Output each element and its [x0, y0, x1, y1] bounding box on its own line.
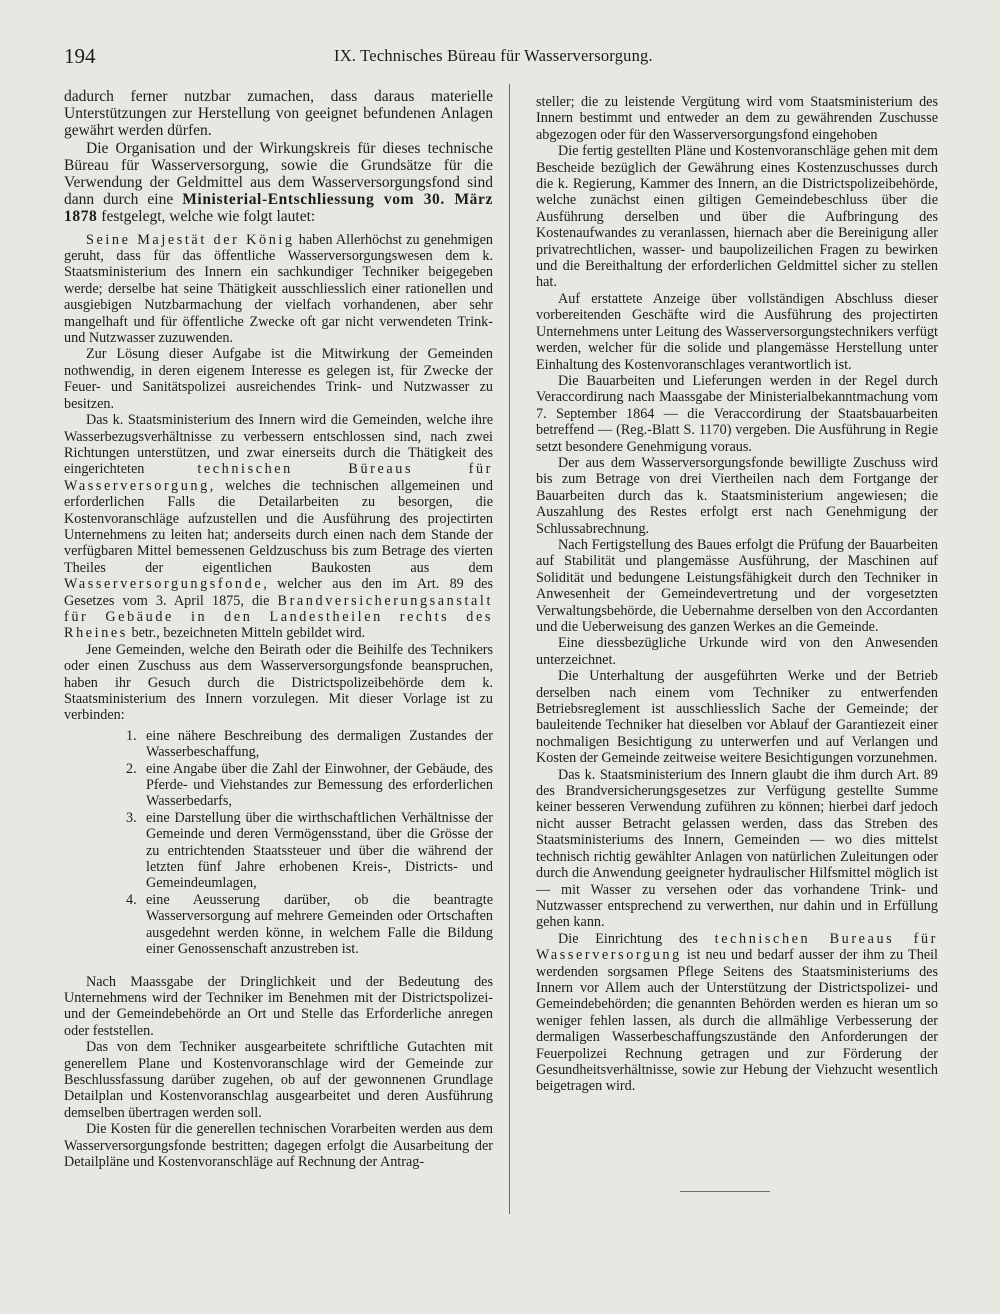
page-number: 194	[64, 44, 96, 68]
list-item	[126, 727, 493, 761]
paragraph: Die Bauarbeiten und Lieferungen werden in der Regel durch Veraccordirung nach Maassgabe der Ministerialbekanntmachung vom 7. September 1864 — die Veraccordirung der Staatsbauarbeiten betreffend — (Reg.-Blatt S. 1170) vergeben. Die Ausführung in Regie setzt besondere Genehmigung voraus.	[536, 372, 938, 455]
spaced-text: technischen Bureaus für Wasserversorgung	[536, 930, 938, 964]
paragraph: Das von dem Techniker ausgearbeitete schriftliche Gutachten mit generellem Plane und Kostenvoranschlage wird der Gemeinde zur Beschlussfassung darüber zugehen, ob auf der gewonnenen Grundlage Detailplan und Kostenvoranschlag ausgearbeitet und deren Ausführung demselben übertragen werden soll.	[64, 1039, 493, 1121]
text-run: festgelegt, welche wie folgt lautet:	[101, 208, 316, 226]
paragraph: Jene Gemeinden, welche den Beirath oder die Beihilfe des Technikers oder einen Zuschuss aus dem Wasserversorgungsfonde beanspruchen, haben ihr Gesuch durch die Districtspolizeibehörde dem k. Staatsministerium des Innern vorzulegen. Mit dieser Vorlage ist zu verbinden:	[64, 641, 493, 724]
quoted-decree	[64, 232, 493, 1171]
right-column	[536, 94, 938, 1095]
running-title: IX. Technisches Büreau für Wasserversorgung.	[334, 46, 653, 65]
list-item	[126, 809, 493, 892]
paragraph	[64, 412, 493, 642]
list-number: 3.	[126, 809, 137, 826]
paragraph: Eine diessbezügliche Urkunde wird von den Anwesenden unterzeichnet.	[536, 635, 938, 668]
paragraph: Das k. Staatsministerium des Innern glaubt die ihm durch Art. 89 des Brandversicherungsgesetzes zur Verfügung gestellte Summe keiner besseren Verwendung zuführen zu können; hierbei darf jedoch nicht ausser Betracht gelassen werden, dass das Streben des Staatsministeriums des Innern, Gemeinden — wo dies mittelst technisch richtig gewählter Anlagen von natürlichen Zuleitungen oder durch die Anwendung geeigneter hydraulischer Hilfsmittel möglich ist — mit Wasser zu versehen oder das vorhandene Trink- und Nutzwasser entsprechend zu verwerthen, nur dahin und in Erfüllung gehen kann.	[536, 766, 938, 931]
text-run: betr., bezeichneten Mitteln gebildet wird.	[131, 625, 366, 642]
list-item	[126, 891, 493, 958]
text-run: haben Allerhöchst zu genehmigen geruht, dass für das öffentliche Wasserversorgungswesen dem k. Staatsministerium des Innern ein sachkundiger Techniker beigegeben werde; derselbe hat seine Thätigkeit ausschliesslich einer rationellen und ausgiebigen Nutzbarmachung der vielfach vorhandenen, aber sehr mangelhaft und für öffentliche Zwecke oft gar nicht verwendeten Trink- und Nutzwasser zuzuwenden.	[64, 231, 493, 347]
list-text: eine Angabe über die Zahl der Einwohner, der Gebäude, des Pferde- und Viehstandes zur Bemessung des erforderlichen Wasserbedarfs,	[146, 760, 493, 810]
text-run: ist neu und bedarf ausser der ihm zu Theil werdenden sorgsamen Pflege Seitens des Staatsministeriums des Innern vor Allem auch der Unterstützung der Districtspolizei- und Gemeindebehörden; die genannten Behörden werden es hieran um so weniger fehlen lassen, als durch die allmählige Verbesserung der dermaligen Wasserbeschaffungszustände den Anforderungen der Feuerpolizei Rechnung getragen und zur Förderung der Gesundheitsverhältnisse, sowie zur Hebung der Viehzucht wesentlich beigetragen wird.	[536, 947, 938, 1095]
text-run: , welcher aus den im Art. 89 des Gesetzes vom 3. April 1875, die	[64, 576, 493, 609]
paragraph: Nach Maassgabe der Dringlichkeit und der Bedeutung des Unternehmens wird der Techniker im Benehmen mit der Districtspolizei- und der Gemeindebehörde an Ort und Stelle das Erforderliche anregen oder feststellen.	[64, 973, 493, 1039]
paragraph	[64, 232, 493, 347]
text-run: Die Einrichtung des	[558, 930, 698, 947]
paragraph	[64, 140, 493, 226]
left-column	[64, 88, 493, 1170]
spaced-text: technischen Büreaus für Wasserversorgung	[64, 461, 493, 494]
list-number: 1.	[126, 727, 137, 744]
paragraph: Die fertig gestellten Pläne und Kostenvoranschläge gehen mit dem Bescheide bezüglich der Gewährung eines Kostenzuschusses durch die k. Regierung, Kammer des Innern, an die Districtspolizeibehörde, welche zunächst einen giltigen Gemeindebeschluss über die Ausführung derselben und über die Aufbringung des Kostenaufwandes zu veranlassen, hiernach aber die Bereinigung aller privatrechtlichen, wasser- und baupolizeilichen Fragen zu bewirken und die Bereithaltung der erforderlichen Geldmittel sicher zu stellen hat.	[536, 143, 938, 291]
end-rule	[680, 1191, 770, 1192]
paragraph: Der aus dem Wasserversorgungsfonde bewilligte Zuschuss wird bis zum Betrage von drei Viertheilen nach dem Fortgange der Bauarbeiten durch das k. Staatsministerium angewiesen; die Auszahlung des Restes erfolgt erst nach Genehmigung der Schlussabrechnung.	[536, 454, 938, 537]
list-text: eine Darstellung über die wirthschaftlichen Verhältnisse der Gemeinde und deren Vermögensstand, über die Grösse der zu entrichtenden Staatssteuer und über die während der letzten fünf Jahre erhobenen Kreis-, Districts- und Gemeindeumlagen,	[146, 809, 493, 892]
paragraph	[536, 931, 938, 1095]
paragraph: steller; die zu leistende Vergütung wird vom Staatsministerium des Innern bestimmt und entweder an dem zu gewährenden Zuschusse abgezogen oder für den Wasserversorgungsfond eingehoben	[536, 94, 938, 143]
list-text: eine Aeusserung darüber, ob die beantragte Wasserversorgung auf mehrere Gemeinden oder Ortschaften ausgedehnt werden könne, in welchem Falle die Bildung einer Genossenschaft anzustreben ist.	[146, 891, 493, 958]
spaced-text: Seine Majestät der König	[86, 231, 295, 248]
requirements-list	[64, 728, 493, 958]
spaced-text: Brandversicherungsanstalt für Gebäude in den Landestheilen rechts des Rheines	[64, 592, 494, 642]
text-run: Die Organisation und der Wirkungskreis für dieses technische Büreau für Wasserversorgung, sowie die Grundsätze für die Verwendung der Geldmittel aus dem Wasserversorgungsfond sind dann durch eine	[64, 139, 493, 209]
paragraph: Die Kosten für die generellen technischen Vorarbeiten werden aus dem Wasserversorgungsfonde bestritten; dagegen erfolgt die Ausarbeitung der Detailpläne und Kostenvoranschläge auf Rechnung der Antrag-	[64, 1121, 493, 1170]
paragraph: Auf erstattete Anzeige über vollständigen Abschluss dieser vorbereitenden Geschäfte wird die Ausführung des projectirten Unternehmens unter Leitung des Wasserversorgungstechnikers verfügt werden, welcher für die solide und plangemässe Herstellung unter Einhaltung des Kostenvoranschlages verantwortlich ist.	[536, 290, 938, 373]
page-header	[64, 44, 936, 72]
list-text: eine nähere Beschreibung des dermaligen Zustandes der Wasserbeschaffung,	[146, 727, 493, 761]
column-divider	[509, 84, 510, 1214]
paragraph: Nach Fertigstellung des Baues erfolgt die Prüfung der Bauarbeiten auf Stabilität und plangemässe Ausführung, der Maschinen auf Solidität und bedungene Leistungsfähigkeit durch den Techniker in Anwesenheit der Gemeindevertretung und der vorgesetzten Verwaltungsbehörde, die Uebernahme derselben von den Accordanten und die Ueberweisung des ganzen Werkes an die Gemeinde.	[536, 536, 938, 635]
spaced-text: Wasserversorgungsfonde	[64, 576, 264, 593]
list-number: 2.	[126, 760, 137, 777]
paragraph: Die Unterhaltung der ausgeführten Werke und der Betrieb derselben nach einem vom Techniker zu entwerfenden Betriebsreglement ist ausschliesslich Sache der Gemeinde; der bauleitende Techniker hat dieselben vor Ablauf der Garantiezeit einer nochmaligen Besichtigung zu unterwerfen und auf Verlangen und Kosten der Gemeinde zeitweise weitere Besichtigungen vorzunehmen.	[536, 668, 938, 767]
list-item	[126, 760, 493, 810]
list-number: 4.	[126, 891, 137, 908]
text-run: Das k. Staatsministerium des Innern wird die Gemeinden, welche ihre Wasserbezugsverhältnisse zu verbessern entschlossen sind, nach zwei Richtungen unterstützen, und zwar einerseits durch die Thätigkeit des eingerichteten	[64, 412, 493, 478]
decree-reference: Ministerial-Entschliessung vom 30. März 1878	[64, 191, 493, 226]
paragraph: dadurch ferner nutzbar zumachen, dass daraus materielle Unterstützungen zur Herstellung von geeignet befundenen Anlagen gewährt werden dürfen.	[64, 88, 493, 140]
text-run: , welches die technischen allgemeinen und erforderlichen Falls die Detailarbeiten zu besorgen, die Kostenvoranschläge aufzustellen und die Ausführung des projectirten Unternehmens zu leiten hat; anderseits durch einen nach dem Stande der verfügbaren Mittel bemessenen Geldzuschuss bis zum Betrage des vierten Theiles der eigentlichen Baukosten aus dem	[64, 477, 493, 576]
paragraph: Zur Lösung dieser Aufgabe ist die Mitwirkung der Gemeinden nothwendig, in deren eigenem Interesse es gelegen ist, für Zwecke der Feuer- und Sanitätspolizei ausreichendes Trink- und Nutzwasser zu besitzen.	[64, 346, 493, 412]
